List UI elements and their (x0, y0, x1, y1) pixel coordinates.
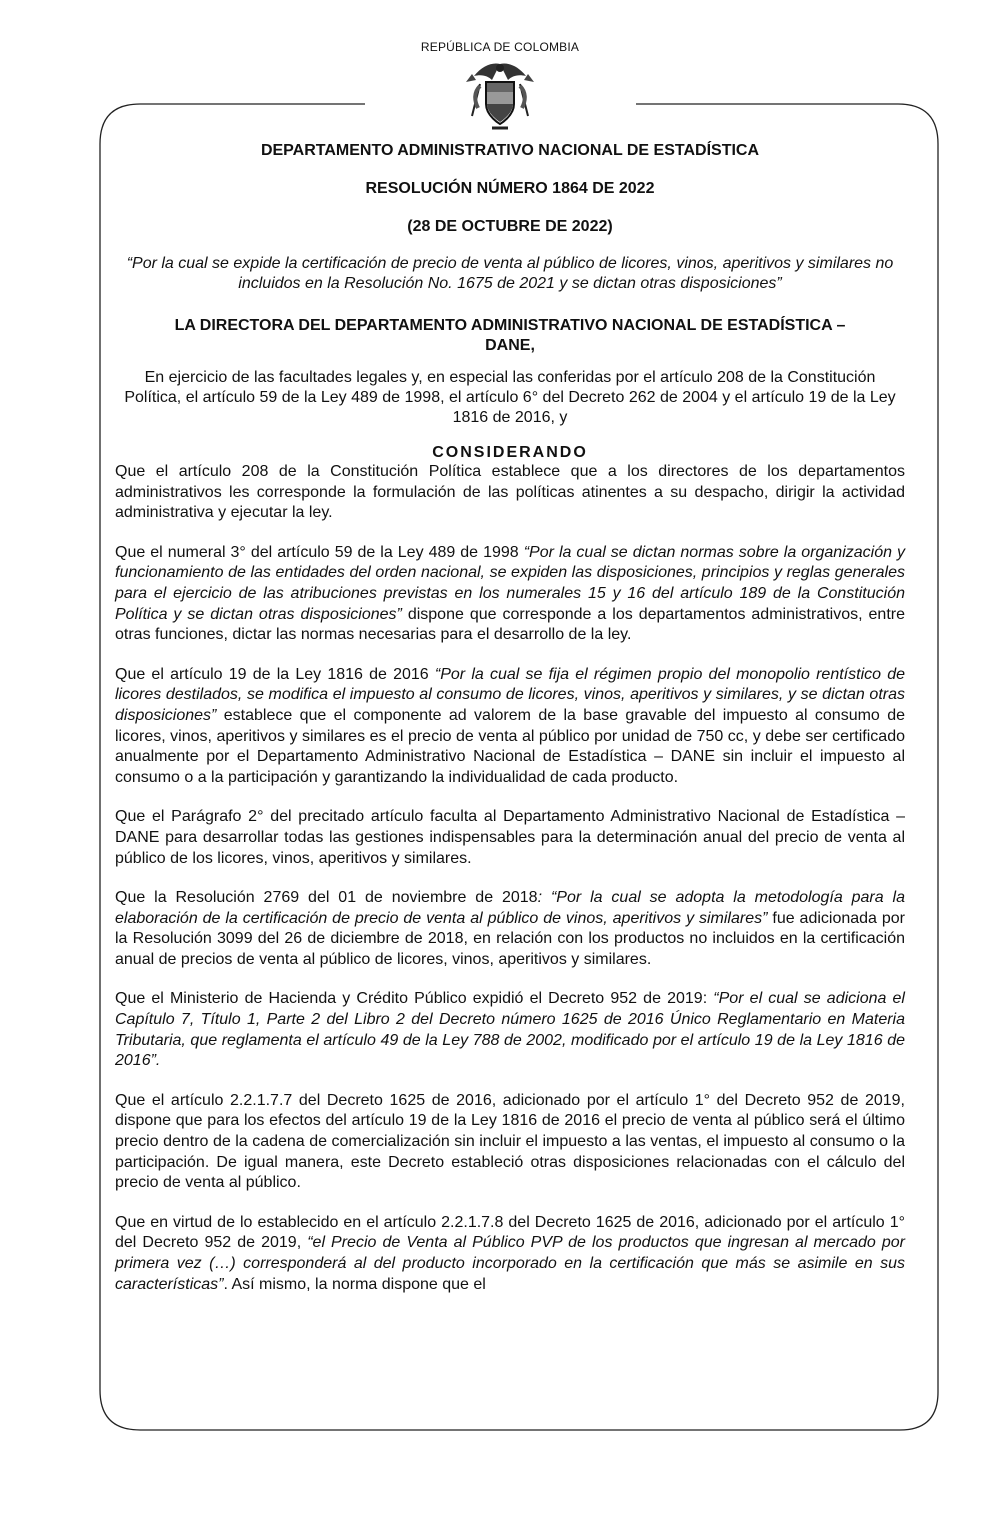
director-heading-line1: LA DIRECTORA DEL DEPARTAMENTO ADMINISTRATIVO NACIONAL DE ESTADÍSTICA – (174, 317, 846, 334)
director-heading-line2: DANE, (485, 337, 535, 354)
paragraph-2-quote: “Por la cual se dictan normas sobre la organización y funcionamiento de las entidades del orden nacional, se expiden las disposiciones, principios y reglas generales para el ejercicio de las atribuciones previstas en los numerales 15 y 16 del artículo 189 de la Constitución Política y se dictan otras disposiciones” (115, 543, 906, 623)
paragraph-5-tail: fue adicionada por la Resolución 3099 del 26 de diciembre de 2018, en relación con los productos no incluidos en la certificación anual de precios de venta al público de licores, vinos, aperitivos y similares. (115, 909, 906, 968)
country-header: REPÚBLICA DE COLOMBIA (420, 40, 580, 54)
paragraph-8 (115, 1213, 905, 1295)
department-title: DEPARTAMENTO ADMINISTRATIVO NACIONAL DE ESTADÍSTICA (260, 142, 760, 159)
paragraph-3-quote: “Por la cual se fija el régimen propio del monopolio rentístico de licores destilados, se modifica el impuesto al consumo de licores, vinos, aperitivos y similares, y se dictan otras disposiciones” (115, 665, 906, 724)
paragraph-8-quote: “el Precio de Venta al Público PVP de los productos que ingresan al mercado por primera vez (…) corresponderá al del producto incorporado en la certificación que más se asimile en sus características” (115, 1234, 905, 1293)
paragraph-2-text: Que el numeral 3° del artículo 59 de la Ley 489 de 1998 (115, 543, 524, 561)
considerando-heading: CONSIDERANDO (432, 444, 588, 461)
director-heading (115, 316, 905, 356)
paragraph-5 (115, 888, 905, 970)
paragraph-8-tail: . Así mismo, la norma dispone que el (223, 1275, 486, 1293)
paragraph-5-quote: : “Por la cual se adopta la metodología para la elaboración de la certificación de precio de venta al público de vinos, aperitivos y similares” (115, 889, 906, 927)
paragraph-3-tail: establece que el componente ad valorem de la base gravable del impuesto al consumo de licores, vinos, aperitivos y similares es el precio de venta al público por unidad de 750 cc, y debe ser certificado anualmente por el Departamento Administrativo Nacional de Estadística – DANE sin incluir el impuesto al consumo o a la participación y garantizando la individualidad de cada producto. (115, 706, 905, 786)
coat-of-arms-seal (462, 58, 538, 134)
paragraph-3 (115, 665, 905, 789)
legal-powers: En ejercicio de las facultades legales y, en especial las conferidas por el artículo 208 de la Constitución Política, el artículo 59 de la Ley 489 de 1998, el artículo 6° del Decreto 262 de 2004 y el artículo 19 de la Ley 1816 de 2016, y (124, 369, 896, 426)
paragraph-3-text: Que el artículo 19 de la Ley 1816 de 2016 (115, 665, 435, 683)
paragraph-6 (115, 989, 905, 1071)
document-body (115, 138, 905, 1295)
paragraph-6-quote: “Por el cual se adiciona el Capítulo 7, Título 1, Parte 2 del Libro 2 del Decreto número 1625 de 2016 Único Reglamentario en Materia Tributaria, que reglamenta el artículo 49 de la Ley 788 de 2002, modificado por el artículo 19 de la Ley 1816 de 2016”. (115, 990, 905, 1070)
resolution-date: (28 DE OCTUBRE DE 2022) (407, 218, 613, 235)
paragraph-6-text: Que el Ministerio de Hacienda y Crédito Público expidió el Decreto 952 de 2019: (115, 990, 714, 1008)
resolution-subject: “Por la cual se expide la certificación de precio de venta al público de licores, vinos, aperitivos y similares no incluidos en la Resolución No. 1675 de 2021 y se dictan otras disposiciones” (126, 255, 894, 292)
paragraph-2 (115, 543, 905, 646)
paragraph-8-text: Que en virtud de lo establecido en el artículo 2.2.1.7.8 del Decreto 1625 de 2016, adicionado por el artículo 1° del Decreto 952 de 2019, (115, 1213, 905, 1252)
paragraph-7: Que el artículo 2.2.1.7.7 del Decreto 1625 de 2016, adicionado por el artículo 1° del Decreto 952 de 2019, dispone que para los efectos del artículo 19 de la Ley 1816 de 2016 el precio de venta al público será el último precio dentro de la cadena de comercialización sin incluir el impuesto a las ventas, el impuesto al consumo o la participación. De igual manera, este Decreto estableció otras disposiciones relacionadas con el cálculo del precio de venta al público. (115, 1091, 905, 1192)
paragraph-1: Que el artículo 208 de la Constitución Política establece que a los directores de los departamentos administrativos les corresponde la formulación de las políticas atinentes a su despacho, dirigir la actividad administrativa y ejecutar la ley. (115, 463, 905, 522)
paragraph-5-text: Que la Resolución 2769 del 01 de noviembre de 2018 (115, 889, 538, 907)
paragraph-2-tail: dispone que corresponde a los departamentos administrativos, entre otras funciones, dictar las normas necesarias para el desarrollo de la ley. (115, 605, 905, 644)
resolution-number: RESOLUCIÓN NÚMERO 1864 DE 2022 (365, 180, 655, 197)
paragraph-4: Que el Parágrafo 2° del precitado artículo faculta al Departamento Administrativo Nacional de Estadística – DANE para desarrollar todas las gestiones indispensables para la determinación anual del precio de venta al público de los licores, vinos, aperitivos y similares. (115, 808, 905, 867)
